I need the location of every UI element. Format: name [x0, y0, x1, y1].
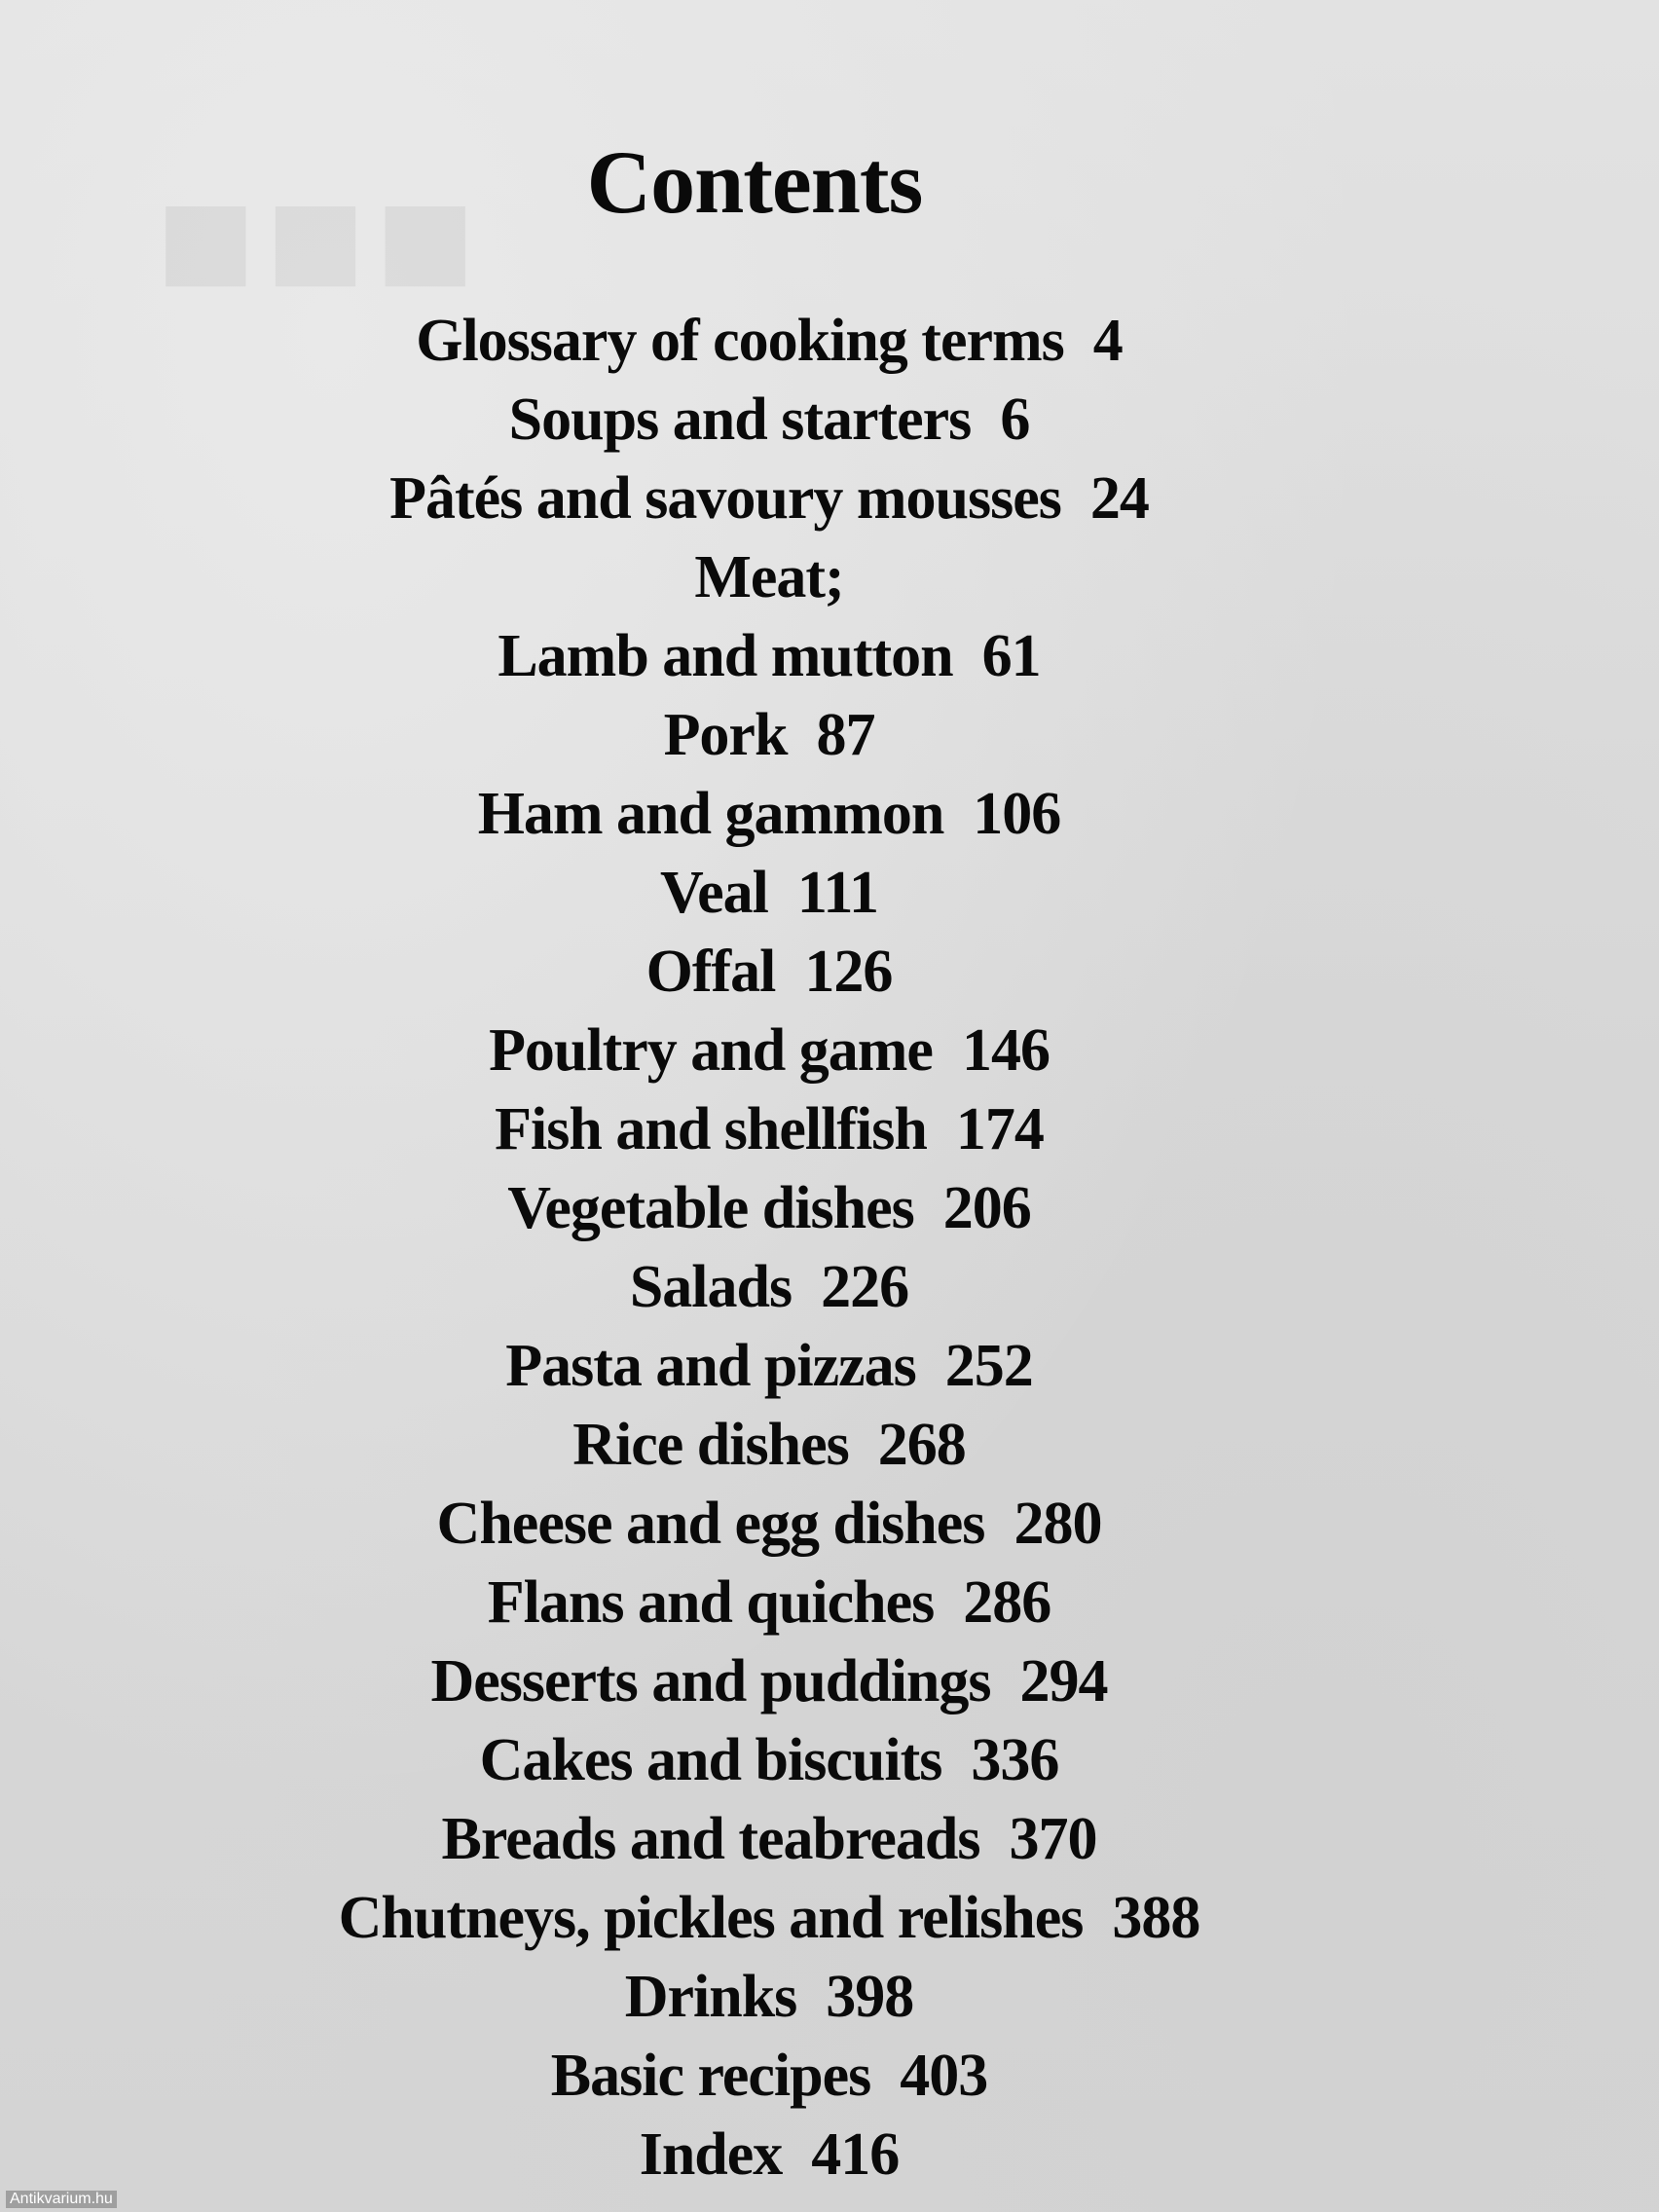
toc-entry — [0, 460, 1538, 538]
toc-entry-label: Desserts and puddings — [430, 1648, 991, 1714]
toc-entry-label: Glossary of cooking terms — [416, 308, 1064, 374]
toc-entry-label: Drinks — [624, 1964, 797, 2030]
toc-entry-page-number: 174 — [955, 1096, 1044, 1162]
watermark: Antikvarium.hu — [6, 2191, 117, 2208]
toc-entry-page-number: 6 — [1000, 387, 1030, 453]
toc-entry — [0, 1800, 1538, 1879]
toc-entry-page-number: 268 — [877, 1412, 966, 1478]
toc-entry — [0, 381, 1538, 460]
toc-entry — [0, 1090, 1538, 1169]
toc-entry-page-number: 87 — [816, 702, 875, 768]
page-title: Contents — [586, 131, 923, 232]
toc-entry — [0, 933, 1538, 1012]
toc-entry — [0, 302, 1538, 381]
toc-entry-label: Pâtés and savoury mousses — [389, 465, 1061, 532]
toc-entry-label: Soups and starters — [508, 387, 972, 453]
toc-entry-page-number: 286 — [963, 1569, 1051, 1636]
toc-entry-label: Pork — [663, 702, 788, 768]
toc-entry — [0, 1485, 1538, 1564]
toc-entry-label: Rice dishes — [572, 1412, 849, 1478]
toc-entry-label: Flans and quiches — [487, 1569, 935, 1636]
toc-entry — [0, 1327, 1538, 1406]
toc-entry-page-number: 126 — [804, 939, 893, 1005]
toc-entry — [0, 2037, 1538, 2116]
toc-entry-label: Chutneys, pickles and relishes — [338, 1885, 1084, 1951]
table-of-contents — [0, 302, 1538, 2194]
toc-entry-page-number: 111 — [796, 860, 878, 926]
toc-entry-label: Vegetable dishes — [507, 1175, 914, 1241]
toc-entry-page-number: 61 — [981, 623, 1041, 689]
toc-entry — [0, 538, 1538, 617]
toc-entry — [0, 696, 1538, 775]
toc-entry — [0, 617, 1538, 696]
toc-entry — [0, 1169, 1538, 1248]
toc-entry-page-number: 398 — [826, 1964, 914, 2030]
toc-entry-label: Cheese and egg dishes — [436, 1491, 985, 1557]
toc-entry-page-number: 403 — [900, 2043, 988, 2109]
toc-entry-page-number: 226 — [821, 1254, 909, 1320]
toc-entry-label: Veal — [660, 860, 768, 926]
toc-entry-page-number: 388 — [1112, 1885, 1200, 1951]
toc-entry-label: Breads and teabreads — [441, 1806, 980, 1872]
toc-entry-page-number: 106 — [973, 781, 1061, 847]
bleed-through-text: ■■■ — [156, 149, 486, 332]
toc-entry-page-number: 370 — [1009, 1806, 1097, 1872]
toc-entry — [0, 854, 1538, 933]
toc-entry — [0, 1958, 1538, 2037]
toc-entry-page-number: 294 — [1019, 1648, 1108, 1714]
toc-entry — [0, 1564, 1538, 1642]
toc-entry-page-number: 416 — [811, 2121, 900, 2188]
toc-entry-label: Fish and shellfish — [495, 1096, 927, 1162]
toc-entry — [0, 1721, 1538, 1800]
toc-entry — [0, 1879, 1538, 1958]
toc-entry-label: Meat; — [694, 544, 844, 610]
toc-entry-label: Offal — [645, 939, 776, 1005]
toc-entry-label: Cakes and biscuits — [479, 1727, 942, 1793]
toc-entry — [0, 1012, 1538, 1090]
toc-entry — [0, 1406, 1538, 1485]
toc-entry-page-number: 280 — [1014, 1491, 1102, 1557]
toc-entry-label: Index — [639, 2121, 783, 2188]
toc-entry-page-number: 24 — [1089, 465, 1149, 532]
toc-entry-page-number: 336 — [971, 1727, 1059, 1793]
toc-entry-label: Salads — [629, 1254, 793, 1320]
toc-entry — [0, 1642, 1538, 1721]
toc-entry-page-number: 252 — [944, 1333, 1033, 1399]
toc-entry-page-number: 4 — [1092, 308, 1123, 374]
toc-entry-label: Basic recipes — [550, 2043, 871, 2109]
toc-entry-label: Poultry and game — [489, 1017, 933, 1084]
toc-entry — [0, 775, 1538, 854]
toc-entry-label: Pasta and pizzas — [505, 1333, 916, 1399]
toc-entry-label: Lamb and mutton — [498, 623, 953, 689]
toc-entry-page-number: 146 — [961, 1017, 1050, 1084]
toc-entry-label: Ham and gammon — [477, 781, 944, 847]
toc-entry-page-number: 206 — [942, 1175, 1031, 1241]
toc-entry — [0, 2116, 1538, 2194]
toc-entry — [0, 1248, 1538, 1327]
